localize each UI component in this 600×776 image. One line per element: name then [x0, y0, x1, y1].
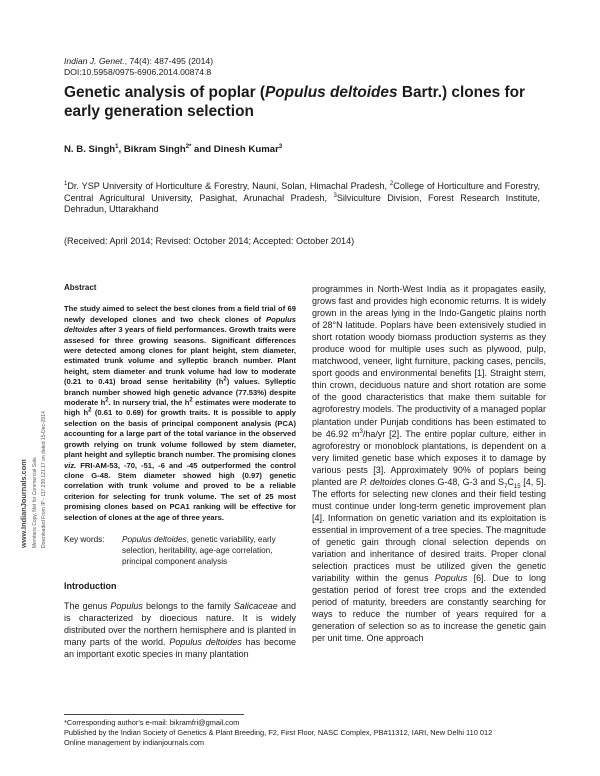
affiliation-text: Silviculture Division, Forest Research Institute, Dehradun, Uttarakhand — [64, 192, 540, 215]
author-name: Dinesh Kumar — [213, 144, 279, 155]
online-management: Online management by indianjournals.com — [64, 738, 205, 747]
abstract-text: estimates were moderate to high h — [64, 398, 296, 418]
footer-divider — [64, 714, 244, 715]
subscript: 15 — [513, 483, 521, 490]
author-separator: , — [118, 144, 124, 155]
body-genus: Populus — [434, 573, 468, 584]
affiliation-text: College of Horticulture and Forestry, Central Agricultural University, Pasighat, Arunachal Pradesh, — [64, 181, 540, 203]
title-part: Genetic analysis of poplar ( — [64, 84, 265, 101]
abstract-text: (0.61 to 0.69) for growth traits. It is possible to apply selection on the basis of principal component analysis (PCA) accounting for a large part of the total variance in the observed growth relying on trunk volume followed by stem diameter, plant height and sylleptic branch number. The promising clones — [64, 408, 296, 460]
keywords — [64, 534, 296, 567]
author-list — [64, 144, 282, 155]
superscript: 2 — [223, 376, 227, 383]
body-text: programmes in North-West India as it propagates easily, grows fast and provides high economic returns. It is widely grown in the areas lying in the Indo-Gangetic plains north of 28°N latitude. Poplars have been extensively studied in short rotation woody biomass production systems as they produce wood for multiple uses such as plywood, pulp, matchwood, veneer, light furniture, packing cases, pencils, sport goods and environmental benefits [1]. Straight stem, thin crown, deciduous nature and short rotation are some of the good characteristics that make them suitable for agroforestry models. The productivity of a managed poplar plantation under Punjab conditions has been estimated to be 46.92 m — [312, 284, 546, 439]
abstract-body — [64, 304, 296, 523]
abstract-species: Populus deltoides — [64, 314, 296, 335]
intro-text: belongs to the family — [142, 601, 234, 612]
intro-genus: Populus — [110, 601, 143, 612]
superscript: 3 — [359, 428, 363, 435]
abstract-text: The study aimed to select the best clones from a field trial of 69 newly developed clones and two check clones of — [64, 304, 296, 324]
publisher-line: Published by the Indian Society of Genetics & Plant Breeding, F2, First Floor, NASC Complex, PB#11312, IARI, New Delhi 110 012 — [64, 728, 493, 737]
keyword-species: Populus deltoides — [122, 534, 187, 544]
abstract-text: ) values. Sylleptic branch number showed high genetic advance (77.53%) despite moderate h — [64, 377, 297, 408]
corresponding-author: *Corresponding author's e-mail: bikramfri@gmail.com — [64, 718, 240, 727]
right-column — [312, 283, 546, 644]
affiliation-text: Dr. YSP University of Horticulture & Forestry, Nauni, Solan, Himachal Pradesh, — [67, 181, 390, 191]
body-species: P. deltoides — [359, 476, 407, 487]
abstract-heading: Abstract — [64, 283, 97, 292]
watermark-line-2: Members Copy, Not for Commercial Sale — [32, 457, 38, 548]
body-text: [6]. Due to long gestation period of forest tree crops and the extended period of maturity, breeders are constantly searching for ways to reduce the number of years required for a generation of selection so as to increase the genetic gain per unit time. One approach — [312, 573, 547, 644]
watermark-line-3: Downloaded From IP - 117.239.121.17 on dated 15-Dec-2014 — [41, 411, 47, 548]
superscript: 2 — [88, 407, 92, 414]
watermark-line-1: www.IndianJournals.com — [19, 459, 28, 548]
doi: DOI:10.5958/0975-6906.2014.00874.8 — [64, 67, 212, 77]
keywords-list — [122, 534, 296, 567]
intro-text: has become an important exotic species in many plantation — [64, 637, 297, 660]
author-name: N. B. Singh — [64, 144, 116, 155]
journal-citation — [64, 56, 213, 78]
affiliation-mark: 2 — [389, 180, 394, 187]
superscript: 2 — [105, 397, 109, 404]
body-text: [4, 5]. The efforts for selecting new clones and their field testing must continue under long-term genetic improvement plan [4]. Information on genetic variation and its exploitation is essential in improvement of a tree species. The magnitude of genetic gain through clonal selection depends on variation and inheritance of desired traits. Proper clonal selection practices must be utilized given the genetic variability within the genus — [312, 476, 547, 584]
download-watermark — [14, 300, 60, 550]
journal-volume: , 74(4): 487-495 (2014) — [124, 56, 214, 66]
author-affiliation-mark: 2* — [185, 143, 192, 150]
affiliation-mark: 3 — [333, 192, 337, 199]
intro-text: The genus — [64, 601, 111, 612]
abstract-text: FRI-AM-53, -70, -51, -6 and -45 outperformed the control clone G-48. Stem diameter showed high (0.97) genetic correlation with trunk volume and proved to be a reliable criterion for selecting for trunk volume. The set of 25 most promising clones based on PCA1 ranking will be effective for selection of clones at the age of three years. — [64, 460, 296, 522]
body-text: clones G-48, G-3 and S — [406, 476, 505, 487]
journal-name: Indian J. Genet. — [64, 56, 125, 66]
subscript: 7 — [504, 483, 508, 490]
keyword-text: , genetic variability, early selection, heritability, age-age correlation, principal component analysis — [122, 534, 276, 566]
title-part: Bartr.) clones for early generation selection — [64, 84, 525, 120]
intro-text: and is characterized by dioecious nature. It is widely distributed over the northern hemisphere and is planted in many parts of the world. — [64, 601, 296, 648]
abstract-text: after 3 years of field performances. Growth traits were assesed for three growing seasons. Significant differences were detected among clones for plant height, stem diameter, estimated trunk volume and sylleptic branch number. Plant height, stem diameter and trunk volume had low to moderate (0.21 to 0.41) broad sense heritability (h — [64, 325, 296, 387]
intro-family: Salicaceae — [233, 601, 278, 612]
paper-title — [64, 83, 544, 121]
author-separator: and — [191, 144, 214, 155]
body-text: /ha/yr [2]. The entire poplar culture, either in agroforestry or monoblock plantations, is dependent on a very limited genetic base which exposes it to damage by various pests [3]. Approximately 90% of poplars being planted are — [312, 428, 547, 487]
body-text: C — [507, 476, 514, 487]
author-affiliation-mark: 1 — [115, 143, 119, 150]
footer — [64, 718, 544, 748]
keywords-label: Key words: — [64, 534, 105, 544]
superscript: 2 — [189, 397, 193, 404]
introduction-heading: Introduction — [64, 580, 117, 591]
author-affiliation-mark: 3 — [278, 143, 283, 150]
title-species: Populus deltoides — [265, 84, 398, 101]
introduction-body — [64, 600, 296, 660]
affiliations — [64, 181, 540, 216]
abstract-text: . In nursery trial, the h — [108, 398, 190, 408]
affiliation-mark: 1 — [64, 180, 68, 187]
intro-species: Populus deltoides — [169, 637, 242, 648]
abstract-viz: viz. — [64, 460, 77, 470]
author-name: Bikram Singh — [123, 144, 186, 155]
watermark-svg — [14, 300, 60, 550]
received-dates: (Received: April 2014; Revised: October 2014; Accepted: October 2014) — [64, 236, 355, 246]
left-column — [64, 283, 296, 660]
